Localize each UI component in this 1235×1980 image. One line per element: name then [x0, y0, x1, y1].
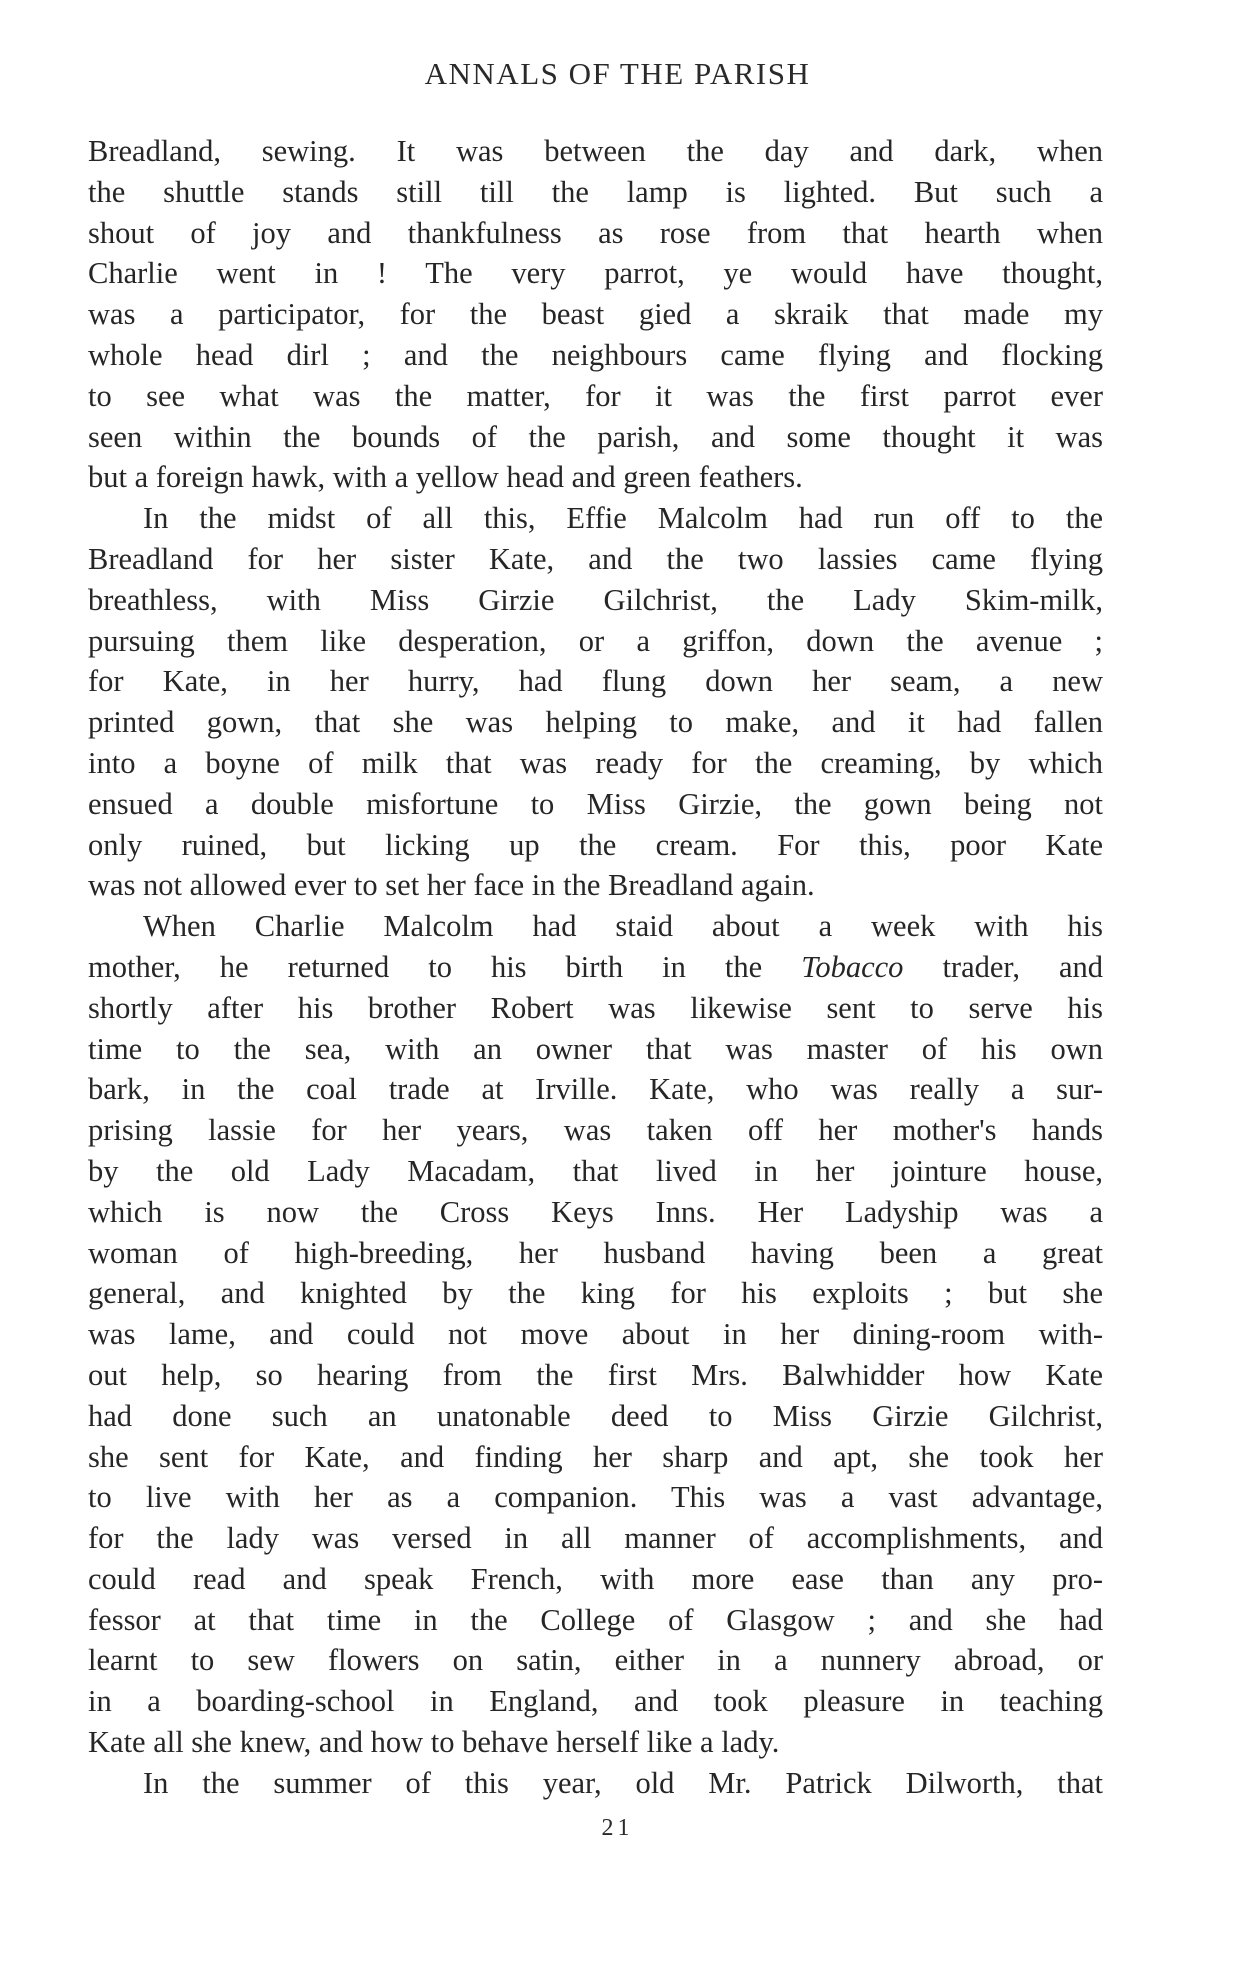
text-line: woman of high-breeding, her husband having been a great — [88, 1235, 1103, 1270]
text-line: fessor at that time in the College of Glasgow ; and she had — [88, 1602, 1103, 1637]
text-line: Kate all she knew, and how to behave herself like a lady. — [88, 1725, 780, 1760]
text-line: had done such an unatonable deed to Miss Girzie Gilchrist, — [88, 1398, 1103, 1433]
italic-ship-name: Tobacco — [801, 949, 904, 984]
text-line: was a participator, for the beast gied a skraik that made my — [88, 297, 1103, 332]
text-line: could read and speak French, with more ease than any pro- — [88, 1561, 1103, 1596]
text-line: by the old Lady Macadam, that lived in her jointure house, — [88, 1153, 1103, 1188]
text-line: general, and knighted by the king for his exploits ; but she — [88, 1276, 1103, 1311]
text-line: Breadland, sewing. It was between the day and dark, when — [88, 134, 1103, 168]
text-line-with-italic — [88, 947, 1103, 988]
text-line: but a foreign hawk, with a yellow head and green feathers. — [88, 460, 803, 495]
text-line: pursuing them like desperation, or a griffon, down the avenue ; — [88, 623, 1103, 658]
text-line: in a boarding-school in England, and took pleasure in teaching — [88, 1684, 1103, 1719]
text-line: to live with her as a companion. This was a vast advantage, — [88, 1480, 1103, 1515]
text-line: prising lassie for her years, was taken off her mother's hands — [88, 1113, 1103, 1148]
text-line: Charlie went in ! The very parrot, ye would have thought, — [88, 256, 1103, 291]
text-line: Breadland for her sister Kate, and the two lassies came flying — [88, 541, 1103, 576]
text-line: In the midst of all this, Effie Malcolm had run off to the — [143, 501, 1103, 536]
text-line: printed gown, that she was helping to make, and it had fallen — [88, 705, 1103, 740]
text-line: which is now the Cross Keys Inns. Her Ladyship was a — [88, 1194, 1103, 1229]
text-line: for the lady was versed in all manner of accomplishments, and — [88, 1521, 1103, 1556]
text-segment: trader, and — [942, 949, 1104, 984]
text-line: shortly after his brother Robert was likewise sent to serve his — [88, 990, 1103, 1025]
text-line: ensued a double misfortune to Miss Girzie, the gown being not — [88, 786, 1103, 821]
text-line: breathless, with Miss Girzie Gilchrist, the Lady Skim-milk, — [88, 582, 1103, 617]
text-line: When Charlie Malcolm had staid about a week with his — [143, 909, 1103, 944]
text-line: into a boyne of milk that was ready for the creaming, by which — [88, 745, 1103, 780]
text-line: out help, so hearing from the first Mrs. Balwhidder how Kate — [88, 1357, 1103, 1392]
text-line: to see what was the matter, for it was the first parrot ever — [88, 378, 1103, 413]
text-line: was not allowed ever to set her face in the Breadland again. — [88, 868, 815, 903]
text-line: was lame, and could not move about in her dining-room with- — [88, 1317, 1103, 1352]
text-line: learnt to sew flowers on satin, either in a nunnery abroad, or — [88, 1643, 1103, 1678]
text-line: time to the sea, with an owner that was master of his own — [88, 1031, 1103, 1066]
page-number: 21 — [601, 1815, 634, 1841]
text-line: she sent for Kate, and finding her sharp and apt, she took her — [88, 1439, 1103, 1474]
text-line: the shuttle stands still till the lamp is lighted. But such a — [88, 174, 1103, 209]
running-header: ANNALS OF THE PARISH — [424, 56, 811, 91]
text-line: bark, in the coal trade at Irville. Kate, who was really a sur- — [88, 1072, 1103, 1107]
text-line: only ruined, but licking up the cream. For this, poor Kate — [88, 827, 1103, 862]
text-line: shout of joy and thankfulness as rose from that hearth when — [88, 215, 1103, 250]
text-segment: mother, he returned to his birth in the — [88, 949, 763, 984]
text-line: for Kate, in her hurry, had flung down her seam, a new — [88, 664, 1103, 699]
text-line: seen within the bounds of the parish, and some thought it was — [88, 419, 1103, 454]
text-line: In the summer of this year, old Mr. Patrick Dilworth, that — [143, 1765, 1103, 1800]
text-line: whole head dirl ; and the neighbours came flying and flocking — [88, 337, 1103, 372]
body-text — [88, 131, 1103, 1804]
